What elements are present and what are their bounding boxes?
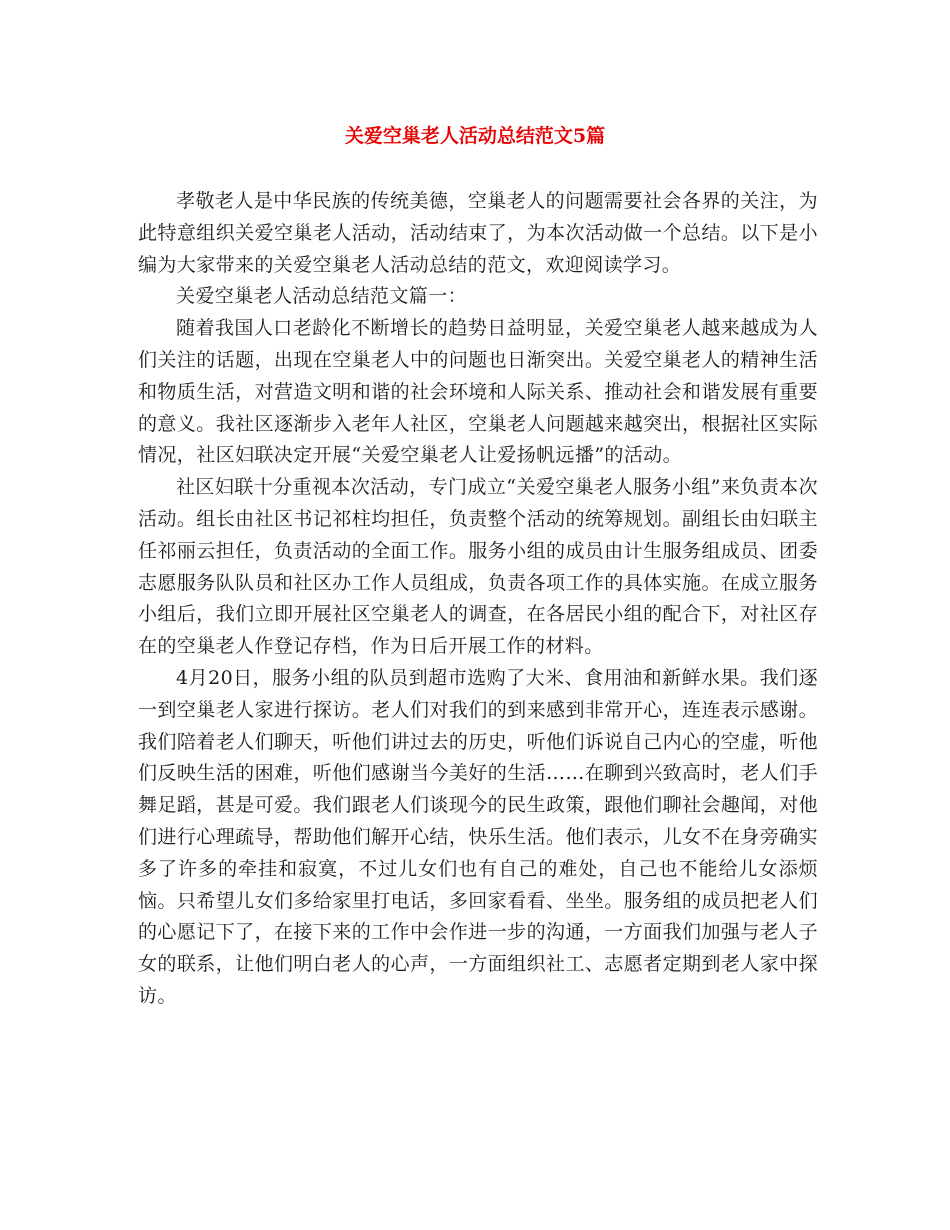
paragraph-background: 随着我国人口老龄化不断增长的趋势日益明显，关爱空巢老人越来越成为人们关注的话题，出现在空巢老人中的问题也日渐突出。关爱空巢老人的精神生活和物质生活，对营造文明和谐的社会环境和人际关系、推动社会和谐发展有重要的意义。我社区逐渐步入老年人社区，空巢老人问题越来越突出，根据社区实际情况，社区妇联决定开展“关爱空巢老人让爱扬帆远播”的活动。 xyxy=(138,317,818,467)
paragraph-visit: 4月20日，服务小组的队员到超市选购了大米、食用油和新鲜水果。我们逐一到空巢老人家进行探访。老人们对我们的到来感到非常开心，连连表示感谢。我们陪着老人们聊天，听他们讲过去的历史，听他们诉说自己内心的空虚，听他们反映生活的困难，听他们感谢当今美好的生活……在聊到兴致高时，老人们手舞足蹈，甚是可爱。我们跟老人们谈现今的民生政策，跟他们聊社会趣闻，对他们进行心理疏导，帮助他们解开心结，快乐生活。他们表示，儿女不在身旁确实多了许多的牵挂和寂寞，不过儿女们也有自己的难处，自己也不能给儿女添烦恼。只希望儿女们多给家里打电话，多回家看看、坐坐。服务组的成员把老人们的心愿记下了，在接下来的工作中会作进一步的沟通，一方面我们加强与老人子女的联系，让他们明白老人的心声，一方面组织社工、志愿者定期到老人家中探访。 xyxy=(138,666,818,1007)
section-heading: 关爱空巢老人活动总结范文篇一： xyxy=(176,285,468,308)
paragraph-organization: 社区妇联十分重视本次活动，专门成立“关爱空巢老人服务小组”来负责本次活动。组长由社区书记祁柱均担任，负责整个活动的统筹规划。副组长由妇联主任祁丽云担任，负责活动的全面工作。服务小组的成员由计生服务组成员、团委志愿服务队队员和社区办工作人员组成，负责各项工作的具体实施。在成立服务小组后，我们立即开展社区空巢老人的调查，在各居民小组的配合下，对社区存在的空巢老人作登记存档，作为日后开展工作的材料。 xyxy=(138,476,818,658)
document-body xyxy=(138,186,818,1013)
paragraph-intro: 孝敬老人是中华民族的传统美德，空巢老人的问题需要社会各界的关注，为此特意组织关爱空巢老人活动，活动结束了，为本次活动做一个总结。以下是小编为大家带来的关爱空巢老人活动总结的范文，欢迎阅读学习。 xyxy=(138,190,818,276)
document-title: 关爱空巢老人活动总结范文5篇 xyxy=(344,125,606,147)
